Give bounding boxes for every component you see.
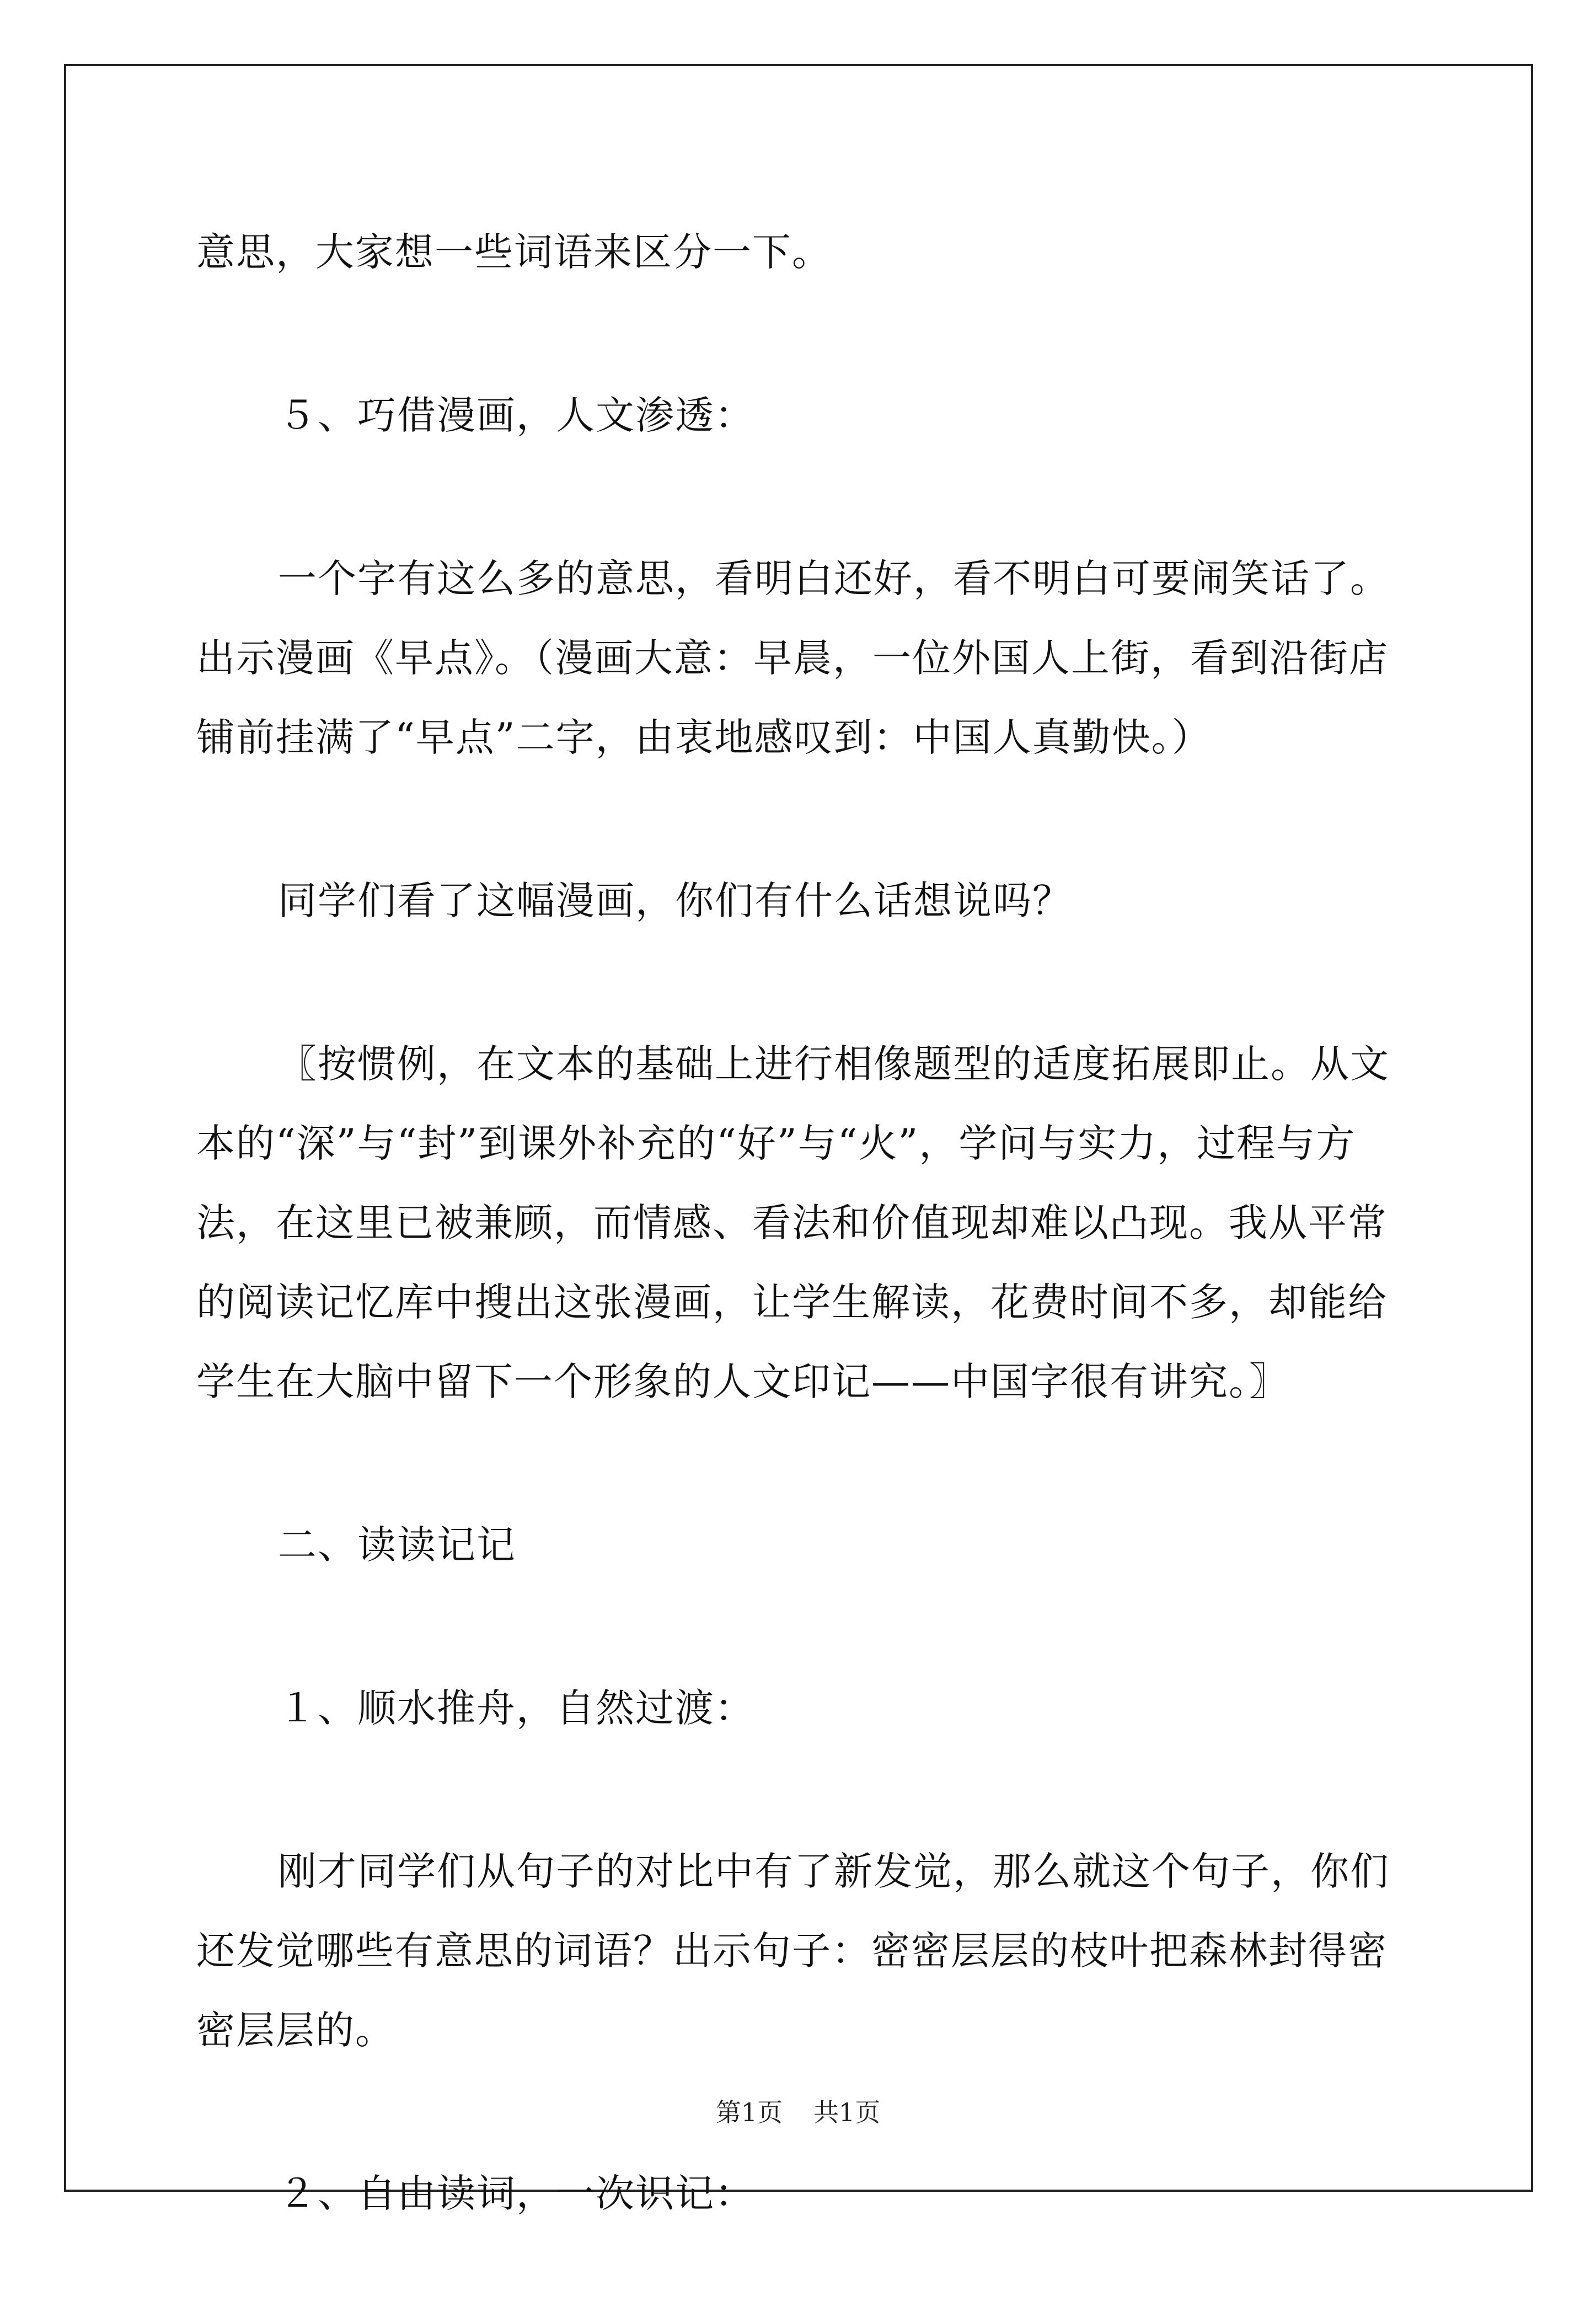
page-number-total: 共1页 [813,2097,881,2127]
page-footer [0,2096,1596,2129]
paragraph-8: 刚才同学们从句子的对比中有了新发觉，那么就这个句子，你们还发觉哪些有意思的词语？出示句子：密密层层的枝叶把森林封得密密层层的。 [196,1849,1390,2053]
paragraph-1: 意思，大家想一些词语来区分一下。 [196,229,832,275]
paragraph-5: 〖按惯例，在文本的基础上进行相像题型的适度拓展即止。从文本的“深”与“封”到课外补充的“好”与“火”，学问与实力，过程与方法，在这里已被兼顾，而情感、看法和价值现却难以凸现。我从平常的阅读记忆库中搜出这张漫画，让学生解读，花费时间不多，却能给学生在大脑中留下一个形象的人文印记——中国字很有讲究。〗 [196,1041,1390,1404]
document-body [196,212,1404,2317]
paragraph-6: 二、读读记记 [278,1522,516,1567]
page-number-current: 第1页 [715,2097,783,2127]
paragraph-4: 同学们看了这幅漫画，你们有什么话想说吗？ [278,878,1072,923]
paragraph-2: ５、巧借漫画，人文渗透： [278,393,754,438]
paragraph-3: 一个字有这么多的意思，看明白还好，看不明白可要闹笑话了。出示漫画《早点》。（漫画大意：早晨，一位外国人上街，看到沿街店铺前挂满了“早点”二字，由衷地感叹到：中国人真勤快。） [196,556,1390,760]
paragraph-9: ２、自由读词，一次识记： [278,2171,754,2216]
paragraph-7: １、顺水推舟，自然过渡： [278,1685,754,1731]
